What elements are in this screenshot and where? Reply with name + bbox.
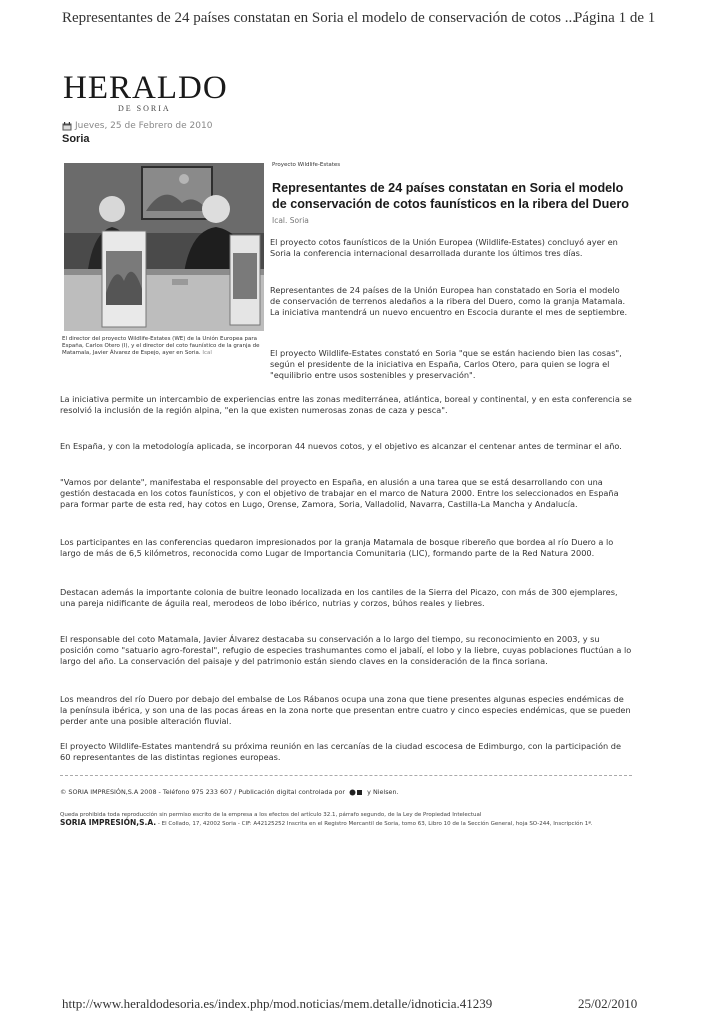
- article-photo: [64, 163, 264, 331]
- legal-company-name: SORIA IMPRESIÓN,S.A.: [60, 818, 157, 827]
- copyright-text: © SORIA IMPRESIÓN,S.A 2008 - Teléfono 975 233 607 / Publicación digital controlada por: [60, 788, 346, 796]
- article-kicker: Proyecto Wildlife-Estates: [272, 162, 341, 168]
- dateline-text: Jueves, 25 de Febrero de 2010: [75, 121, 213, 131]
- article-byline: Ical. Soria: [272, 216, 309, 225]
- legal-company-details: - El Collado, 17, 42002 Soria - CIF: A42125252 Inscrita en el Registro Mercantil de Soria, tomo 63, Libro 10 de la Sección General, hoja SO-244, Inscripción 1ª.: [157, 821, 593, 827]
- print-page-number: Página 1 de 1: [574, 10, 656, 26]
- calendar-icon: [62, 122, 72, 131]
- legal-notice-line-1: Queda prohibida toda reproducción sin permiso escrito de la empresa a los efectos del artículo 32.1, párrafo segundo, de la Ley de Propiedad Intelectual: [60, 812, 482, 818]
- photo-caption: [62, 336, 267, 357]
- print-header-title: Representantes de 24 países constatan en Soria el modelo de conservación de cotos ...: [62, 10, 577, 26]
- article-paragraph: El proyecto cotos faunísticos de la Unión Europea (Wildlife-Estates) concluyó ayer en Soria la conferencia internacional desarrollada durante los últimos tres días.: [270, 237, 618, 259]
- article-paragraph: El proyecto Wildlife-Estates mantendrá su próxima reunión en las cercanías de la ciudad escocesa de Edimburgo, con la participación de 60 representantes de las distintas regiones europeas.: [60, 741, 621, 763]
- article-paragraph: En España, y con la metodología aplicada, se incorporan 44 nuevos cotos, y el objetivo es alcanzar el centenar antes de terminar el año.: [60, 441, 622, 451]
- article-paragraph: Los participantes en las conferencias quedaron impresionados por la granja Matamala de bosque ribereño que bordea al río Duero a lo largo de más de 6,5 kilómetros, reconocida como Lugar de Importancia Comunitaria (LIC), formando parte de la Red Natura 2000.: [60, 537, 614, 559]
- copyright-line: [60, 788, 399, 796]
- article-headline: Representantes de 24 países constatan en Soria el modelo de conservación de cotos faunísticos en la ribera del Duero: [272, 181, 629, 211]
- article-paragraph: Los meandros del río Duero por debajo del embalse de Los Rábanos ocupa una zona que tiene presentes algunas especies endémicas de la península ibérica, y son una de las pocas áreas en la zona norte que presentan entre cuatro y cinco especies endémicas, que se pueden perder ante una posible alteración fluvial.: [60, 694, 631, 727]
- newspaper-logo[interactable]: HERALDO: [63, 70, 228, 106]
- copyright-tail: y Nielsen.: [367, 788, 399, 796]
- article-paragraph: Destacan además la importante colonia de buitre leonado localizada en los cantiles de la Sierra del Picazo, con más de 300 ejemplares, una pareja nidificante de águila real, merodeos de lobo ibérico, nutrias y corzos, búhos reales y liebres.: [60, 587, 618, 609]
- legal-notice: [60, 812, 635, 828]
- legal-notice-line-2: [60, 819, 635, 828]
- print-footer-date: 25/02/2010: [578, 996, 638, 1011]
- newspaper-logo-subtitle: DE SORIA: [118, 104, 171, 113]
- section-label[interactable]: Soria: [62, 133, 90, 145]
- ojd-logo-icon[interactable]: [349, 789, 363, 796]
- photo-caption-text: El director del proyecto Wildlife-Estates (WE) de la Unión Europea para España, Carlos Otero (I), y el director del coto faunístico de la granja de Matamala, Javier Álvarez de Espejo, ayer en Soria.: [62, 336, 260, 356]
- print-footer-url: http://www.heraldodesoria.es/index.php/mod.noticias/mem.detalle/idnoticia.41239: [62, 996, 493, 1011]
- dateline: [62, 121, 212, 131]
- photo-credit: Ical: [202, 350, 212, 356]
- article-paragraph: Representantes de 24 países de la Unión Europea han constatado en Soria el modelo de conservación de terrenos aledaños a la ribera del Duero, como la granja Matamala. La iniciativa mantendrá un nuevo encuentro en Escocia durante el mes de septiembre.: [270, 285, 628, 318]
- footer-divider: [60, 775, 632, 776]
- article-paragraph: El proyecto Wildlife-Estates constató en Soria "que se están haciendo bien las cosas", según el presidente de la iniciativa en España, Carlos Otero, para quien se logra el "equilibrio entre usos sostenibles y preservación".: [270, 348, 622, 381]
- article-paragraph: La iniciativa permite un intercambio de experiencias entre las zonas mediterránea, atlántica, boreal y continental, y en esta conferencia se resolvió la inclusión de la región alpina, "en la que existen numerosas zonas de caza y pesca".: [60, 394, 632, 416]
- article-paragraph: El responsable del coto Matamala, Javier Álvarez destacaba su conservación a lo largo del tiempo, su reconocimiento en 2003, y su posición como "satuario agro-forestal", refugio de especies trashumantes como el jabalí, el lobo y la liebre, cuyas poblaciones fluctúan a lo largo del año. La conservación del paisaje y del patrimonio están siendo claves en la consideración de la finca soriana.: [60, 634, 632, 667]
- article-paragraph: "Vamos por delante", manifestaba el responsable del proyecto en España, en alusión a una tarea que se está desarrollando con una gestión destacada en los cotos faunísticos, y con el objetivo de trabajar en el marco de Natura 2000. Entre los seleccionados en España para formar parte de esta red, hay cotos en Lugo, Orense, Zamora, Soria, Valladolid, Navarra, Castilla-La Mancha y Andalucía.: [60, 477, 619, 510]
